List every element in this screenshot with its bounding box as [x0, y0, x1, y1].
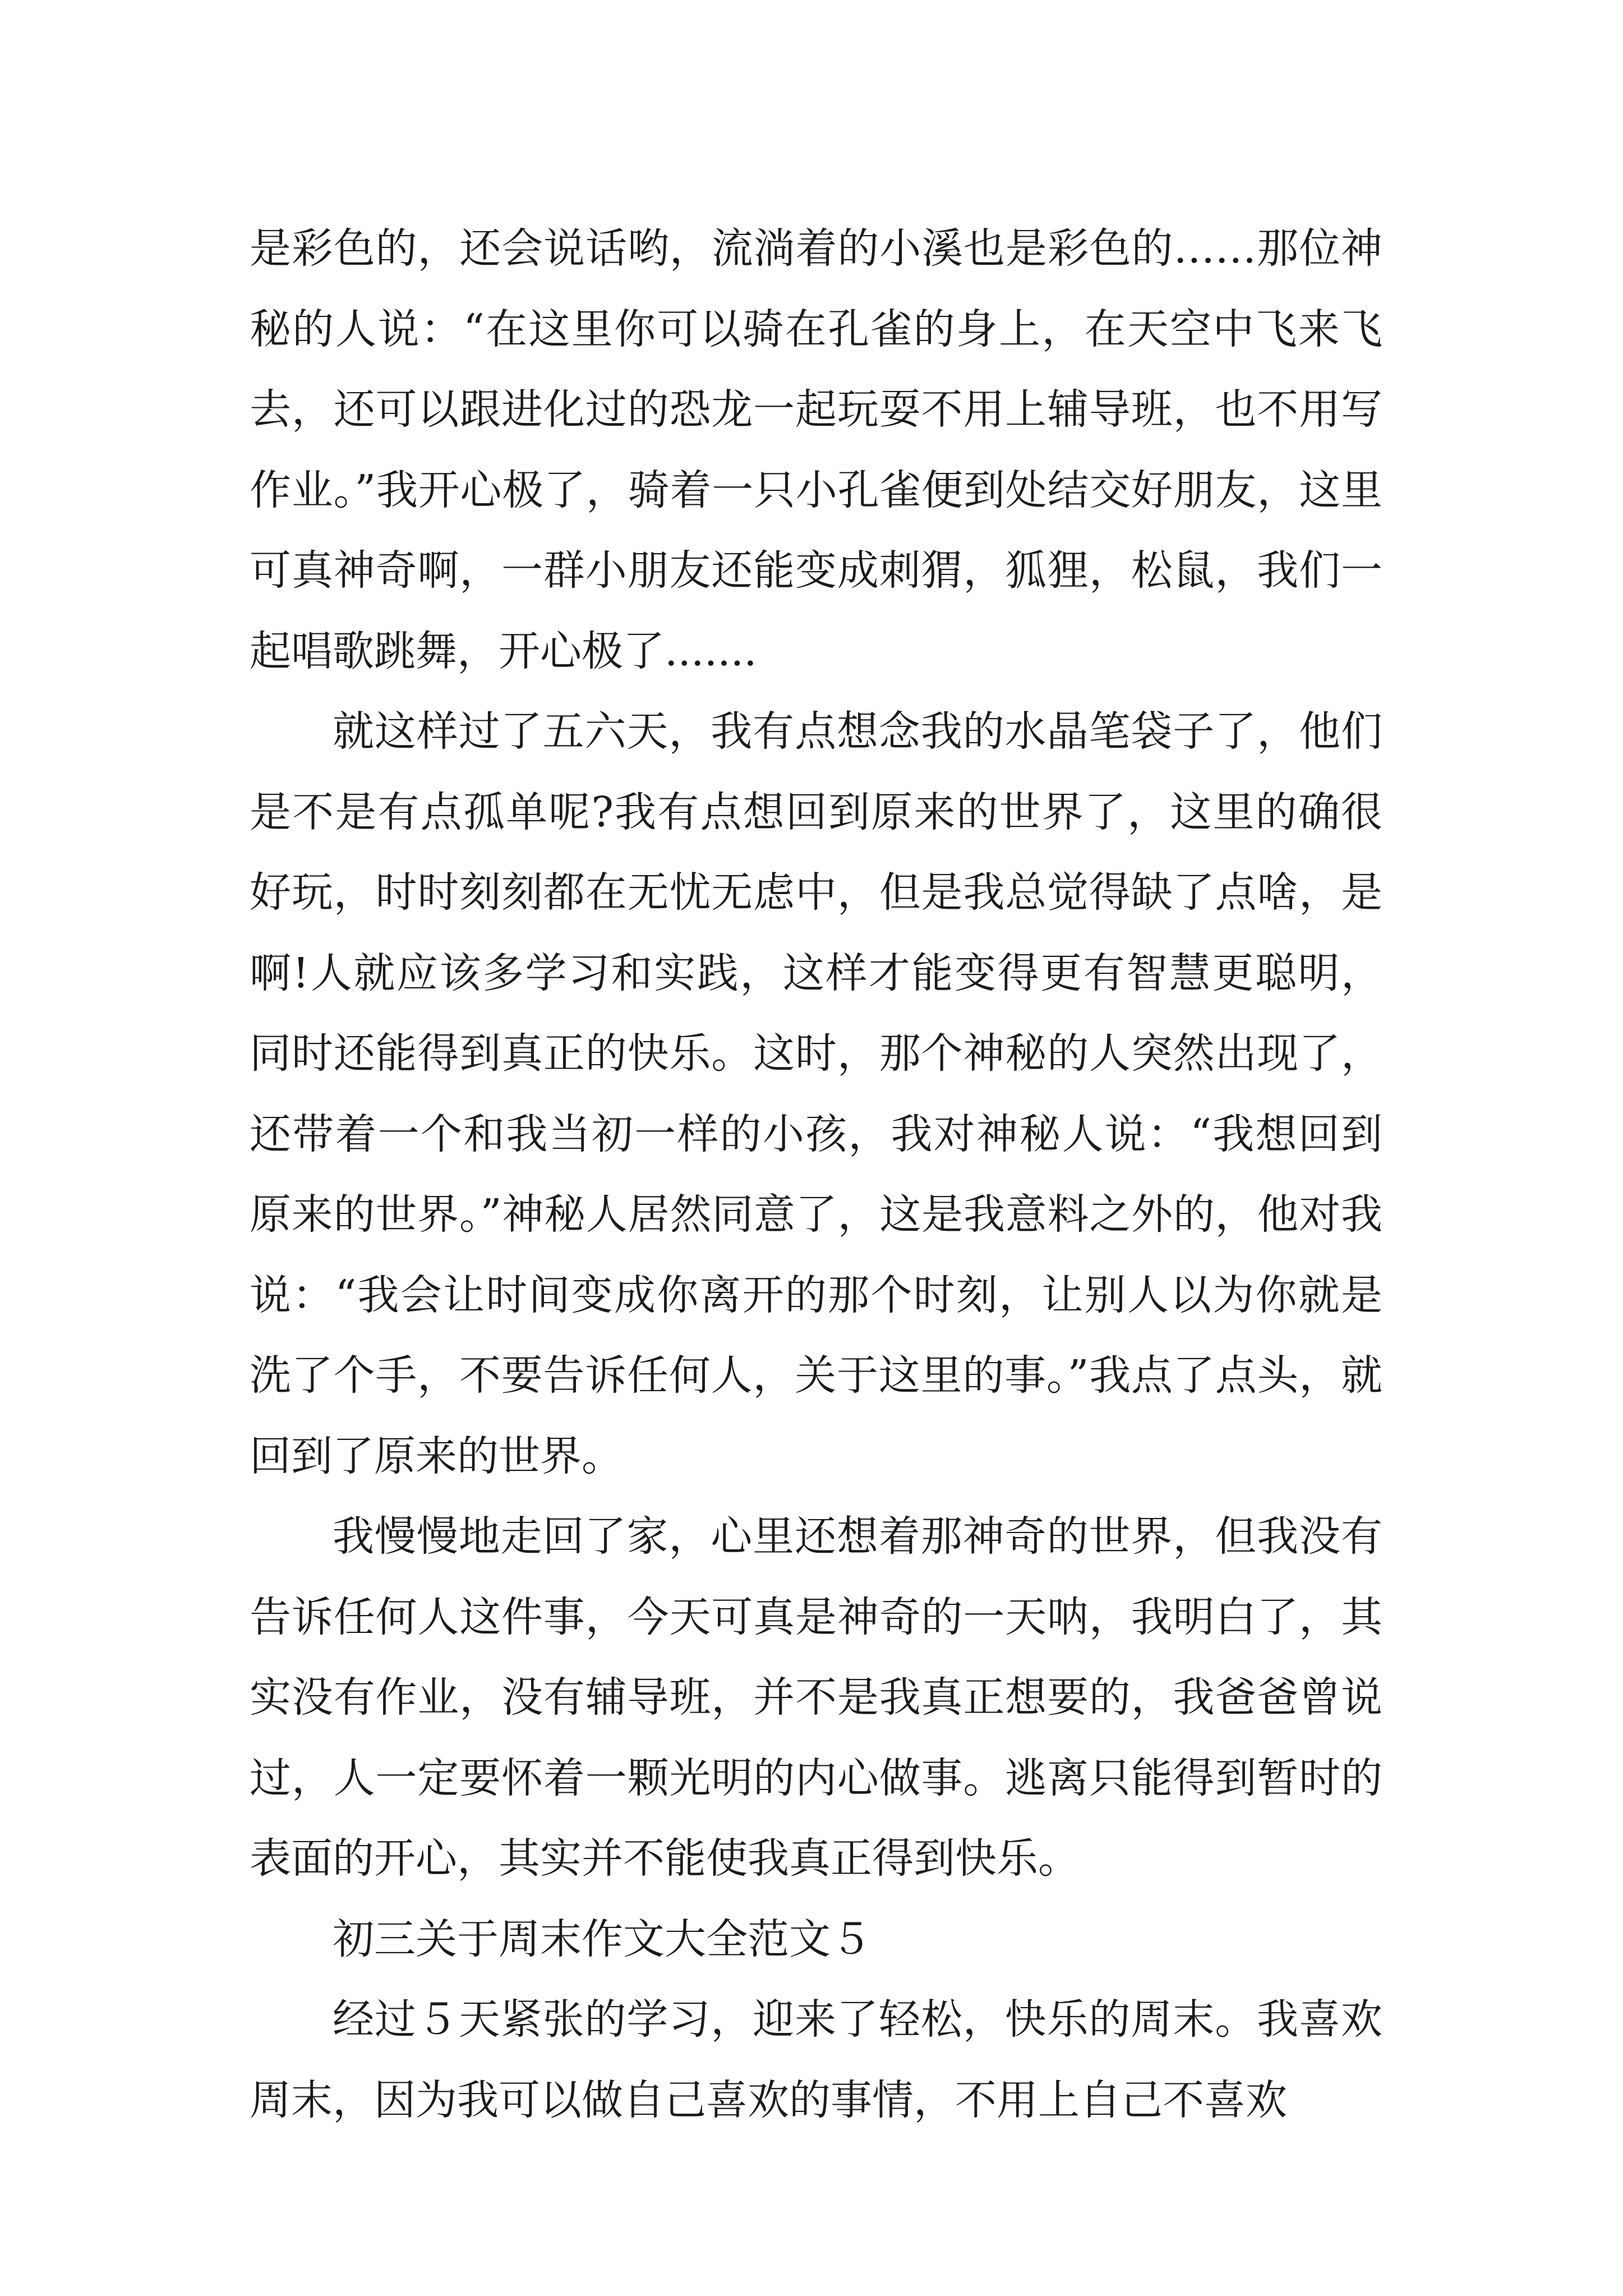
paragraph-continued: 是彩色的，还会说话哟，流淌着的小溪也是彩色的……那位神秘的人说：“在这里你可以骑在孔雀的身上，在天空中飞来飞去，还可以跟进化过的恐龙一起玩耍不用上辅导班，也不用写作业。”我开心极了，骑着一只小孔雀便到处结交好朋友，这里可真神奇啊，一群小朋友还能变成刺猬，狐狸，松鼠，我们一起唱歌跳舞，开心极了.......	[250, 224, 1382, 675]
section-heading: 初三关于周末作文大全范文５	[333, 1915, 872, 1963]
paragraph: 经过５天紧张的学习，迎来了轻松，快乐的周末。我喜欢周末，因为我可以做自己喜欢的事情，不用上自己不喜欢	[250, 1995, 1382, 2124]
document-body	[250, 209, 1382, 2141]
paragraph: 我慢慢地走回了家，心里还想着那神奇的世界，但我没有告诉任何人这件事，今天可真是神奇的一天呐，我明白了，其实没有作业，没有辅导班，并不是我真正想要的，我爸爸曾说过，人一定要怀着一颗光明的内心做事。逃离只能得到暂时的表面的开心，其实并不能使我真正得到快乐。	[250, 1512, 1382, 1883]
paragraph: 就这样过了五六天，我有点想念我的水晶笔袋子了，他们是不是有点孤单呢?我有点想回到原来的世界了，这里的确很好玩，时时刻刻都在无忧无虑中，但是我总觉得缺了点啥，是啊!人就应该多学习和实践，这样才能变得更有智慧更聪明，同时还能得到真正的快乐。这时，那个神秘的人突然出现了，还带着一个和我当初一样的小孩，我对神秘人说：“我想回到原来的世界。”神秘人居然同意了，这是我意料之外的，他对我说：“我会让时间变成你离开的那个时刻，让别人以为你就是洗了个手，不要告诉任何人，关于这里的事。”我点了点头，就回到了原来的世界。	[250, 707, 1382, 1480]
